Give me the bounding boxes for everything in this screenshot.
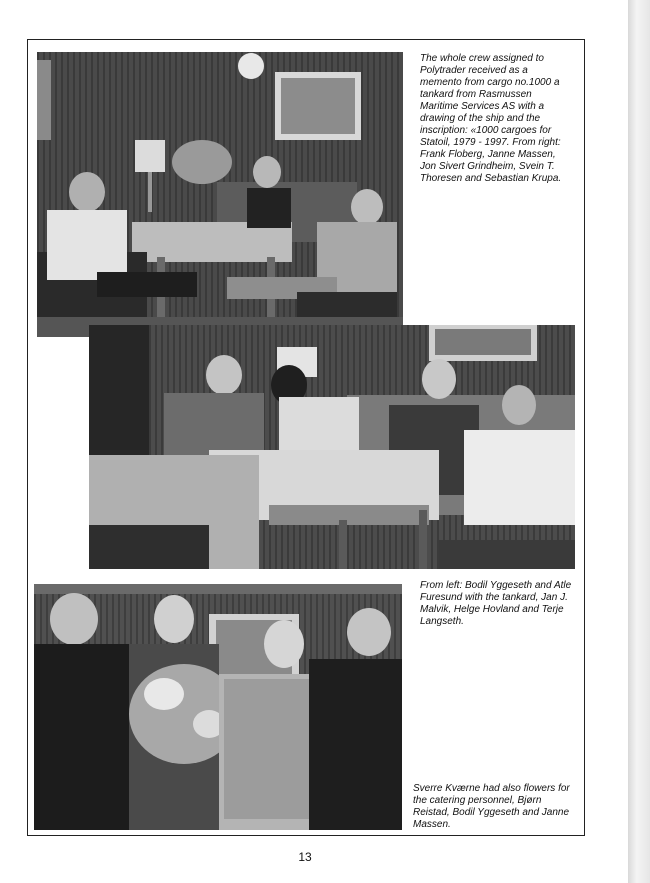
photo-tankard-table-image [89,325,575,569]
photo-crew-lounge [37,52,403,337]
caption-from-left: From left: Bodil Yggeseth and Atle Furesund with the tankard, Jan J. Malvik, Helge Hovland and Terje Langseth. [420,580,572,627]
photo-tankard-table [89,325,575,569]
photo-crew-lounge-image [37,52,403,337]
page-edge [628,0,650,883]
caption-flowers: Sverre Kværne had also flowers for the catering personnel, Bjørn Reistad, Bodil Yggeseth and Janne Massen. [413,783,570,830]
page-number: 13 [298,850,312,864]
photo-flowers [34,584,402,830]
photo-flowers-image [34,584,402,830]
caption-crew-tankard: The whole crew assigned to Polytrader received as a memento from cargo no.1000 a tankard from Rasmussen Maritime Services AS with a drawing of the ship and the inscription: «1000 cargoes for Statoil, 1979 - 1997. From right: Frank Floberg, Janne Massen, Jon Sivert Grindheim, Svein T. Thoresen and Sebastian Krupa. [420,53,562,184]
